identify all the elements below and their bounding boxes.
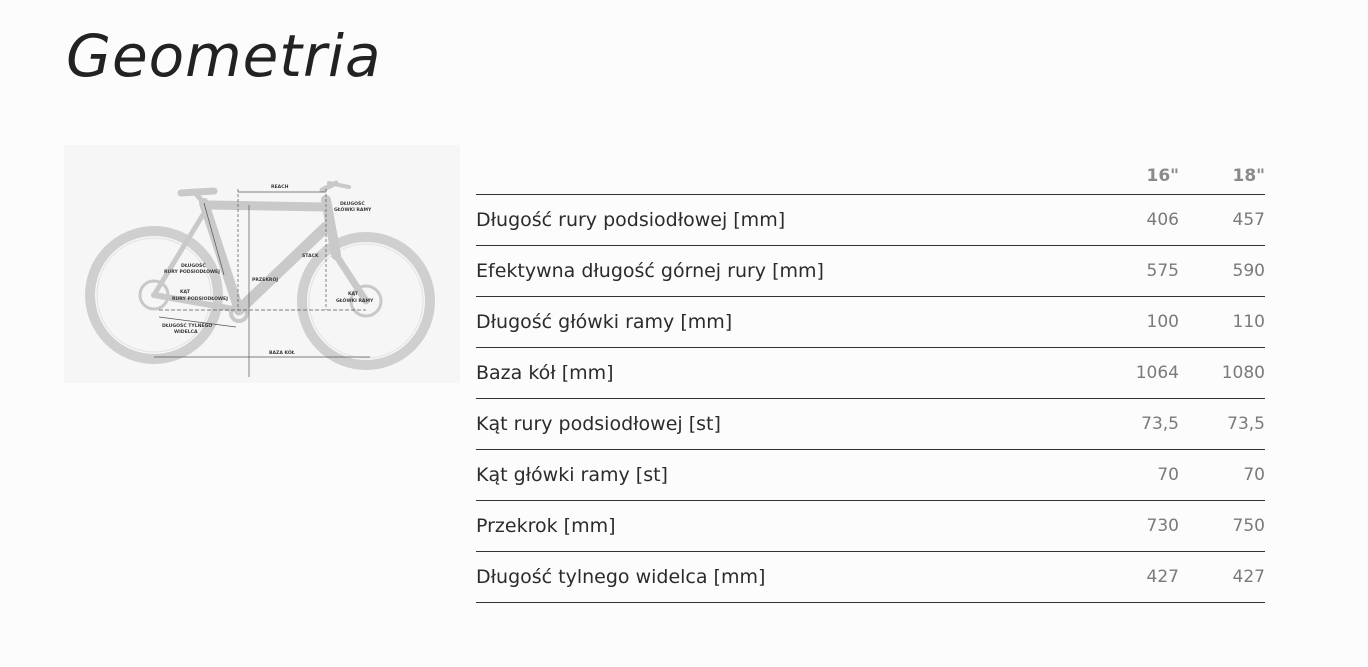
label-chainstay-2: WIDELCA [174,330,198,335]
table-row [476,399,1265,450]
value-18: 750 [1232,516,1265,536]
table-row [476,450,1265,501]
value-18: 73,5 [1227,414,1265,434]
row-label: Długość rury podsiodłowej [mm] [476,209,786,231]
value-18: 457 [1232,210,1265,230]
table-row [476,501,1265,552]
size-header-18: 18" [1232,166,1265,186]
row-label: Kąt główki ramy [st] [476,464,668,486]
value-16: 406 [1146,210,1179,230]
value-18: 110 [1232,312,1265,332]
label-wheelbase: BAZA KÓŁ [269,351,295,356]
table-row [476,297,1265,348]
table-row [476,552,1265,603]
row-label: Kąt rury podsiodłowej [st] [476,413,721,435]
table-row [476,348,1265,399]
value-16: 70 [1157,465,1179,485]
label-head-angle-2: GŁÓWKI RAMY [336,299,374,304]
value-18: 427 [1232,567,1265,587]
row-label: Efektywna długość górnej rury [mm] [476,260,824,282]
value-16: 427 [1146,567,1179,587]
label-standover: PRZEKRÓJ [252,278,279,283]
label-seat-tube-1: DŁUGOŚĆ [181,264,206,269]
label-seat-angle-1: KĄT [180,290,190,295]
label-chainstay-1: DŁUGOŚĆ TYLNEGO [162,324,213,329]
label-seat-tube-2: RURY PODSIODŁOWEJ [164,270,220,275]
row-label: Przekrok [mm] [476,515,616,537]
label-seat-angle-2: RURY PODSIODŁOWEJ [172,297,228,302]
value-16: 730 [1146,516,1179,536]
table-row [476,195,1265,246]
value-16: 575 [1146,261,1179,281]
value-18: 590 [1232,261,1265,281]
value-16: 100 [1146,312,1179,332]
label-stack: STACK [302,254,319,259]
label-head-angle-1: KĄT [348,292,358,297]
geometry-table [476,158,1265,603]
page-title: Geometria [66,22,382,90]
label-reach: REACH [271,185,289,190]
row-label: Baza kół [mm] [476,362,614,384]
table-header [476,158,1265,195]
label-head-tube-2: GŁÓWKI RAMY [334,208,372,213]
value-16: 73,5 [1141,414,1179,434]
value-18: 1080 [1221,363,1265,383]
value-18: 70 [1243,465,1265,485]
table-row [476,246,1265,297]
label-head-tube-1: DŁUGOŚĆ [340,202,365,207]
size-header-16: 16" [1146,166,1179,186]
row-label: Długość główki ramy [mm] [476,311,733,333]
bike-geometry-diagram [64,145,460,383]
row-label: Długość tylnego widelca [mm] [476,566,766,588]
value-16: 1064 [1135,363,1179,383]
